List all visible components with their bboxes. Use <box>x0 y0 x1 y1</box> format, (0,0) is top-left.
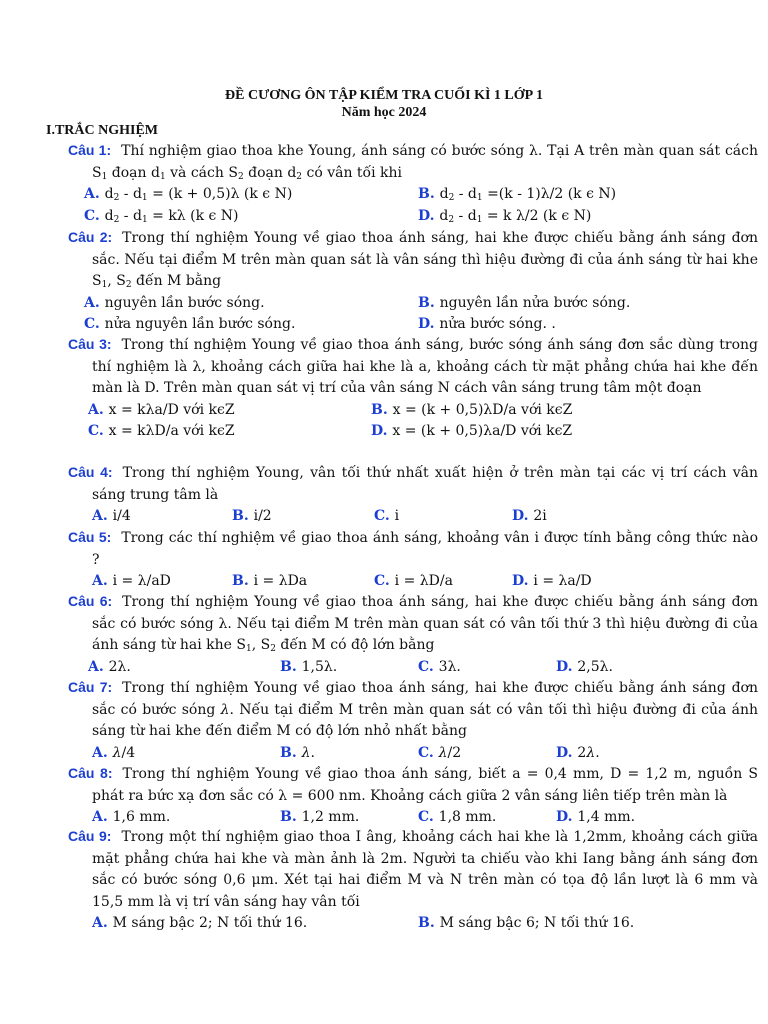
option-letter: C. <box>88 423 109 439</box>
option-letter: A. <box>92 508 113 524</box>
option-a[interactable] <box>92 743 135 765</box>
question-text <box>68 334 758 400</box>
option-a[interactable] <box>92 506 131 528</box>
option-row <box>68 506 758 528</box>
option-text: x = kλa/D với kϵZ <box>108 401 235 418</box>
option-text: nửa bước sóng. . <box>439 316 556 332</box>
question-1 <box>68 140 758 227</box>
option-a[interactable] <box>92 571 171 593</box>
option-c[interactable] <box>418 743 461 765</box>
question-text <box>68 140 758 184</box>
option-letter: B. <box>418 294 440 311</box>
question-label: Câu 9: <box>68 828 112 844</box>
document-title: ĐỀ CƯƠNG ÔN TẬP KIỂM TRA CUỐI KÌ 1 LỚP 1 <box>225 88 543 103</box>
option-row <box>68 421 758 443</box>
question-text <box>68 527 758 571</box>
option-letter: B. <box>232 573 254 589</box>
option-text: 1,6 mm. <box>112 809 171 825</box>
question-3 <box>68 334 758 443</box>
option-d[interactable] <box>418 206 591 228</box>
option-letter: B. <box>232 508 254 524</box>
question-label: Câu 5: <box>68 529 112 545</box>
option-d[interactable] <box>512 506 547 528</box>
option-text: i <box>394 508 400 524</box>
option-text: λ/4 <box>112 744 136 761</box>
option-c[interactable] <box>418 657 461 679</box>
option-text: nửa nguyên lần bước sóng. <box>104 316 296 332</box>
option-text: λ. <box>301 744 315 761</box>
option-row <box>68 657 758 679</box>
option-letter: A. <box>92 915 113 931</box>
option-text: $d_2 - d_1 = k$ λ/2 (k ϵ N) <box>439 207 592 225</box>
option-letter: B. <box>418 915 440 931</box>
option-letter: A. <box>88 401 109 418</box>
question-label: Câu 8: <box>68 765 113 781</box>
option-text: 2i <box>533 508 547 524</box>
option-a[interactable] <box>84 184 292 206</box>
question-text <box>68 227 758 293</box>
option-letter: D. <box>512 508 534 524</box>
option-text: x = (k + 0,5)λD/a với kϵZ <box>392 401 573 418</box>
option-d[interactable] <box>371 421 572 443</box>
option-row <box>68 206 758 228</box>
option-text: 1,5λ. <box>301 658 338 675</box>
question-text <box>68 591 758 657</box>
option-a[interactable] <box>84 293 265 315</box>
option-text: x = (k + 0,5)λa/D với kϵZ <box>392 423 573 439</box>
option-text: M sáng bậc 2; N tối thứ 16. <box>112 915 308 931</box>
question-label: Câu 1: <box>68 142 112 158</box>
option-row <box>68 314 758 336</box>
option-text: $d_2 - d_1 = k\lambda$ (k ϵ N) <box>104 207 239 225</box>
option-text: i/2 <box>253 508 272 524</box>
option-a[interactable] <box>92 913 307 935</box>
option-b[interactable] <box>232 571 307 593</box>
option-row <box>68 400 758 422</box>
option-letter: A. <box>88 658 109 675</box>
question-text <box>68 677 758 743</box>
question-text <box>68 462 758 506</box>
question-8 <box>68 763 758 829</box>
option-text: λ/2 <box>438 744 462 761</box>
question-body: Trong thí nghiệm Young về giao thoa ánh sáng, bước sóng ánh sáng đơn sắc dùng trong thí nghiệm là λ, khoảng cách giữa hai khe là a, khoảng cách từ mặt phẳng chứa hai khe đến màn là D. Trên màn quan sát vị trí của vân sáng N cách vân sáng trung tâm một đoạn <box>92 337 758 396</box>
option-d[interactable] <box>556 743 600 765</box>
question-body: Thí nghiệm giao thoa khe Young, ánh sáng có bước sóng λ. Tại A trên màn quan sát cách $S_1$ đoạn $d_1$ và cách $S_2$ đoạn $d_2$ có vân tối khi <box>92 143 758 182</box>
option-c[interactable] <box>374 506 399 528</box>
option-letter: C. <box>418 658 439 675</box>
option-text: M sáng bậc 6; N tối thứ 16. <box>439 915 635 931</box>
option-c[interactable] <box>374 571 453 593</box>
question-text <box>68 763 758 807</box>
option-letter: D. <box>418 207 440 224</box>
option-b[interactable] <box>371 400 572 422</box>
option-text: i = λ/aD <box>112 573 171 589</box>
option-letter: B. <box>280 809 302 825</box>
option-c[interactable] <box>88 421 235 443</box>
option-letter: A. <box>84 294 105 311</box>
option-text: i = λDa <box>253 573 308 589</box>
question-label: Câu 4: <box>68 464 113 480</box>
option-letter: A. <box>92 744 113 761</box>
question-7 <box>68 677 758 764</box>
option-text: 3λ. <box>438 658 461 675</box>
question-4 <box>68 462 758 528</box>
section-heading: I.TRẮC NGHIỆM <box>46 123 159 138</box>
option-b[interactable] <box>280 743 315 765</box>
option-c[interactable] <box>84 314 295 336</box>
option-d[interactable] <box>556 657 613 679</box>
option-letter: D. <box>556 809 578 825</box>
question-body: Trong thí nghiệm Young về giao thoa ánh sáng, hai khe được chiếu bằng ánh sáng đơn sắc có bước sóng λ. Nếu tại điểm M trên màn quan sát có vân tối thứ 3 thì hiệu đường đi của ánh sáng từ hai khe $S_1$, $S_2$ đến M có độ lớn bằng <box>92 594 758 654</box>
option-b[interactable] <box>232 506 272 528</box>
question-body: Trong thí nghiệm Young về giao thoa ánh sáng, biết a = 0,4 mm, D = 1,2 m, nguồn S phát ra bức xạ đơn sắc có λ = 600 nm. Khoảng cách giữa 2 vân sáng liên tiếp trên màn là <box>92 766 758 804</box>
option-text: 2λ. <box>108 658 131 675</box>
option-text: $d_2 - d_1 =(k - 1)\lambda/2$ (k ϵ N) <box>439 186 617 203</box>
option-letter: D. <box>418 316 440 332</box>
option-text: nguyên lần bước sóng. <box>104 294 265 311</box>
option-row <box>68 743 758 765</box>
option-letter: D. <box>556 658 578 675</box>
option-row <box>68 293 758 315</box>
option-text: i = λD/a <box>394 573 453 589</box>
option-row <box>68 913 758 935</box>
question-label: Câu 2: <box>68 229 113 245</box>
option-c[interactable] <box>84 206 239 228</box>
option-text: 1,2 mm. <box>301 809 360 825</box>
question-body: Trong một thí nghiệm giao thoa I âng, khoảng cách hai khe là 1,2mm, khoảng cách giữa mặt phẳng chứa hai khe và màn ảnh là 2m. Người ta chiếu vào khi Iang bằng ánh sáng đơn sắc có bước sóng 0,6 μm. Xét tại hai điểm M và N trên màn có tọa độ lần lượt là 6 mm và 15,5 mm là vị trí vân sáng hay vân tối <box>92 829 758 910</box>
question-label: Câu 3: <box>68 336 112 352</box>
option-letter: B. <box>280 658 302 675</box>
option-d[interactable] <box>418 314 556 336</box>
question-6 <box>68 591 758 678</box>
question-text <box>68 826 758 913</box>
option-letter: A. <box>92 573 113 589</box>
option-text: nguyên lần nửa bước sóng. <box>439 294 631 311</box>
option-letter: A. <box>84 186 105 202</box>
question-label: Câu 7: <box>68 679 113 695</box>
option-letter: D. <box>512 573 534 589</box>
question-2 <box>68 227 758 336</box>
option-a[interactable] <box>88 657 131 679</box>
option-b[interactable] <box>280 657 337 679</box>
option-letter: B. <box>418 186 440 202</box>
option-letter: C. <box>374 573 395 589</box>
option-b[interactable] <box>418 913 634 935</box>
option-letter: B. <box>371 401 393 418</box>
question-body: Trong thí nghiệm Young về giao thoa ánh sáng, hai khe được chiếu bằng ánh sáng đơn sắc có bước sóng λ. Nếu tại điểm M trên màn quan sát có vân tối thì hiệu đường đi của ánh sáng từ hai khe đến điểm M có độ lớn nhỏ nhất bằng <box>92 680 758 739</box>
option-letter: B. <box>280 744 302 761</box>
option-b[interactable] <box>418 293 630 315</box>
option-a[interactable] <box>88 400 235 422</box>
question-body: Trong các thí nghiệm về giao thoa ánh sáng, khoảng vân i được tính bằng công thức nào ? <box>92 530 759 568</box>
option-d[interactable] <box>512 571 592 593</box>
option-b[interactable] <box>418 184 616 206</box>
option-letter: D. <box>556 744 578 761</box>
option-letter: A. <box>92 809 113 825</box>
option-letter: C. <box>374 508 395 524</box>
document-subtitle: Năm học 2024 <box>341 105 427 120</box>
option-text: 2λ. <box>577 744 600 761</box>
option-text: $d_2 - d_1 = (k + 0,5)\lambda$ (k ϵ N) <box>104 186 293 203</box>
option-text: 2,5λ. <box>577 658 613 675</box>
question-9 <box>68 826 758 935</box>
question-body: Trong thí nghiệm Young về giao thoa ánh sáng, hai khe được chiếu bằng ánh sáng đơn sắc. Nếu tại điểm M trên màn quan sát là vân sáng thì hiệu đường đi của ánh sáng từ hai khe $S_1$, $S_2$ đến M bằng <box>92 230 758 290</box>
question-body: Trong thí nghiệm Young, vân tối thứ nhất xuất hiện ở trên màn tại các vị trí cách vân sáng trung tâm là <box>92 465 758 503</box>
option-text: i = λa/D <box>533 573 592 589</box>
option-row <box>68 571 758 593</box>
question-5 <box>68 527 758 593</box>
option-text: x = kλD/a với kϵZ <box>108 423 235 439</box>
option-text: i/4 <box>112 508 131 524</box>
option-text: 1,4 mm. <box>577 809 636 825</box>
option-text: 1,8 mm. <box>438 809 497 825</box>
option-row <box>68 184 758 206</box>
option-letter: C. <box>84 316 105 332</box>
option-letter: C. <box>84 207 105 224</box>
option-letter: C. <box>418 744 439 761</box>
option-letter: D. <box>371 423 393 439</box>
option-letter: C. <box>418 809 439 825</box>
question-label: Câu 6: <box>68 593 113 609</box>
